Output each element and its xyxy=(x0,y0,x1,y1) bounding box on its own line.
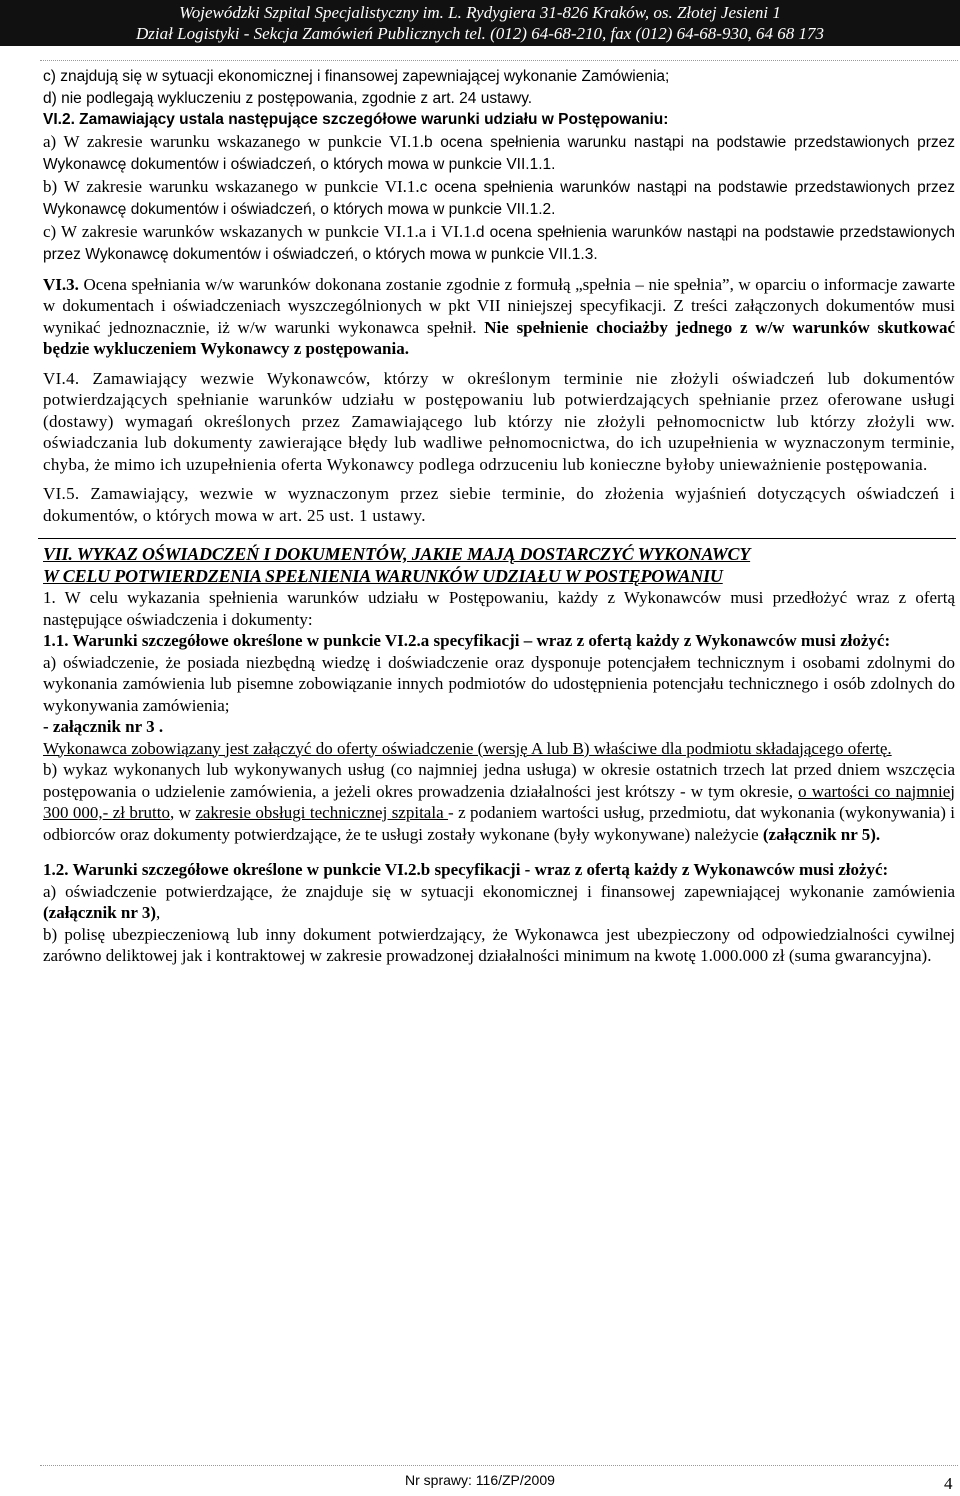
section-vii-title-line-1: VII. WYKAZ OŚWIADCZEŃ I DOKUMENTÓW, JAKIE MAJĄ DOSTARCZYĆ WYKONAWCY xyxy=(43,544,751,564)
vii-1-1-b-text-1: b) wykaz wykonanych lub wykonywanych usług (co najmniej jedna usługa) w okresie ostatnich trzech lat przed dniem wszczęcia postępowania o udzielenie zamówienia, a jeżeli okres prowadzenia działalności jest krótszy - w tym okresie, xyxy=(43,760,955,801)
vi3-bold-text: Nie spełnienie chociażby jednego z w/w warunków skutkować będzie wykluczeniem Wykonawcy z postępowania. xyxy=(43,317,955,358)
vi2-c-lead: c) W zakresie warunków wskazanych w punkcie VI.1.a i VI.1. xyxy=(43,221,476,241)
vii-1-2-a-end: , xyxy=(156,903,161,922)
vi4-paragraph: VI.4. Zamawiający wezwie Wykonawców, którzy w określonym terminie nie złożyli oświadczeń lub dokumentów potwierdzających spełnianie warunków udziału w postępowaniu lub potwierdzających spełnianie przez oferowane usługi (dostawy) wymagań określonych przez Zamawiającego lub którzy nie złożyli pełnomocnictw lub którzy złożyli ww. oświadczania lub dokumenty zawierające błędy lub wadliwe pełnomocnictwa, do ich uzupełnienia w wyznaczonym terminie, chyba, że mimo ich uzupełnienia oferta Wykonawcy podlega odrzuceniu lub konieczne byłoby unieważnienie postępowania. xyxy=(43,368,955,474)
spacer xyxy=(43,845,955,859)
vii-1-2-b: b) polisę ubezpieczeniową lub inny dokument potwierdzający, że Wykonawca jest ubezpieczony od odpowiedzialności cywilnej zarówno deliktowej jak i kontraktowej w zakresie prowadzonej działalności minimum na kwotę 1.000.000 zł (suma gwarancyjna). xyxy=(43,924,955,965)
vii-1-1-b-scope: zakresie obsługi technicznej szpitala xyxy=(195,803,449,822)
section-vii-title-line-2: W CELU POTWIERDZENIA SPEŁNIENIA WARUNKÓW UDZIAŁU W POSTĘPOWANIU xyxy=(43,566,723,586)
vi5-paragraph: VI.5. Zamawiający, wezwie w wyznaczonym przez siebie terminie, do złożenia wyjaśnień dotyczących oświadczeń i dokumentów, o których mowa w art. 25 ust. 1 ustawy. xyxy=(43,484,955,525)
vi3-text: Ocena spełniania w/w warunków dokonana zostanie zgodnie z formułą „spełnia – nie spełnia”, w oparciu o informacje zawarte w dokumentach i oświadczeniach wyszczególnionych w pkt VII niniejszej specyfikacji. Z treści załączonych dokumentów musi wynikać jednoznacznie, iż w/w warunki wykonawca spełnił. xyxy=(43,274,955,337)
spacer xyxy=(43,360,955,368)
vii-1-2-a xyxy=(43,881,955,924)
vi2-item-c xyxy=(43,221,955,266)
header-line-1: Wojewódzki Szpital Specjalistyczny im. L. Rydygiera 31-826 Kraków, os. Złotej Jesieni 1 xyxy=(179,3,781,22)
vi2-item-b xyxy=(43,176,955,221)
vi2-a-lead: a) W zakresie warunku wskazanego w punkcie VI.1. xyxy=(43,131,424,151)
vi2-c-body: d ocena spełnienia warunków nastąpi na podstawie przedstawionych przez Wykonawcę dokumentów i oświadczeń, o których mowa w punkcie VII.1.3. xyxy=(43,223,955,263)
document-body xyxy=(43,66,955,967)
page-header xyxy=(0,0,960,46)
vii-1-2-a-attachment: (załącznik nr 3) xyxy=(43,903,157,922)
vii-1-1-b-text-2: , w xyxy=(170,803,196,822)
vii-1-1-b-value: o wartości co najmniej 300 000,- zł brutto xyxy=(43,781,955,822)
vi2-a-body: b ocena spełnienia warunku nastąpi na podstawie przedstawionych przez Wykonawcę dokumentów i oświadczeń, o których mowa w punkcie VII.1.1. xyxy=(43,133,955,173)
vi2-item-a xyxy=(43,131,955,176)
vi2-b-body: c ocena spełnienia warunków nastąpi na podstawie przedstawionych przez Wykonawcę dokumentów i oświadczeń, o których mowa w punkcie VII.1.2. xyxy=(43,178,955,218)
spacer xyxy=(43,266,955,274)
vii-p1: 1. W celu wykazania spełnienia warunków udziału w Postępowaniu, każdy z Wykonawców musi przedłożyć wraz z ofertą następujące oświadczenia i dokumenty: xyxy=(43,588,955,629)
intro-item-d: d) nie podlegają wykluczeniu z postępowania, zgodnie z art. 24 ustawy. xyxy=(43,89,533,107)
vii-1-1-note: Wykonawca zobowiązany jest załączyć do oferty oświadczenie (wersję A lub B) właściwe dla podmiotu składającego ofertę. xyxy=(43,738,892,758)
vii-1-1-a-attachment: - załącznik nr 3 . xyxy=(43,717,164,736)
intro-item-c: c) znajdują się w sytuacji ekonomicznej i finansowej zapewniającej wykonanie Zamówienia; xyxy=(43,68,670,85)
vii-1-2-heading: 1.2. Warunki szczegółowe określone w punkcie VI.2.b specyfikacji - wraz z ofertą każdy z Wykonawców musi złożyć: xyxy=(43,860,889,879)
spacer xyxy=(43,475,955,483)
vii-1-1-b-attachment: (załącznik nr 5). xyxy=(762,824,881,844)
vii-1-1-a: a) oświadczenie, że posiada niezbędną wiedzę i doświadczenie oraz dysponuje potencjałem technicznym i osobami zdolnymi do wykonania zamówienia lub pisemne zobowiązanie innych podmiotów do udostępnienia potencjału technicznego i osób zdolnych do wykonywania zamówienia; xyxy=(43,652,955,715)
vi3-label: VI.3. xyxy=(43,274,79,294)
vi2-b-lead: b) W zakresie warunku wskazanego w punkcie VI.1. xyxy=(43,176,420,196)
case-number: Nr sprawy: 116/ZP/2009 xyxy=(405,1472,555,1488)
vi3-paragraph xyxy=(43,274,955,360)
page-number: 4 xyxy=(944,1474,953,1493)
vii-1-2-a-text: a) oświadczenie potwierdzające, że znajduje się w sytuacji ekonomicznej i finansowej zapewniającej wykonanie zamówienia xyxy=(43,881,955,901)
footer-divider xyxy=(40,1465,958,1466)
header-line-2: Dział Logistyki - Sekcja Zamówień Publicznych tel. (012) 64-68-210, fax (012) 64-68-930, 64 68 173 xyxy=(136,24,824,43)
vi2-heading: VI.2. Zamawiający ustala następujące szczegółowe warunki udziału w Postępowaniu: xyxy=(43,111,669,128)
section-divider xyxy=(38,538,956,539)
vii-1-1-heading: 1.1. Warunki szczegółowe określone w punkcie VI.2.a specyfikacji – wraz z ofertą każdy z Wykonawców musi złożyć: xyxy=(43,631,891,650)
vii-1-1-b-text-3: - z podaniem wartości usług, przedmiotu, dat wykonania (wykonywania) i odbiorców oraz dokumenty potwierdzające, że te usługi zostały wykonane (były wykonywane) należycie xyxy=(43,803,956,844)
vii-1-1-b xyxy=(43,759,955,845)
header-divider xyxy=(40,60,958,61)
